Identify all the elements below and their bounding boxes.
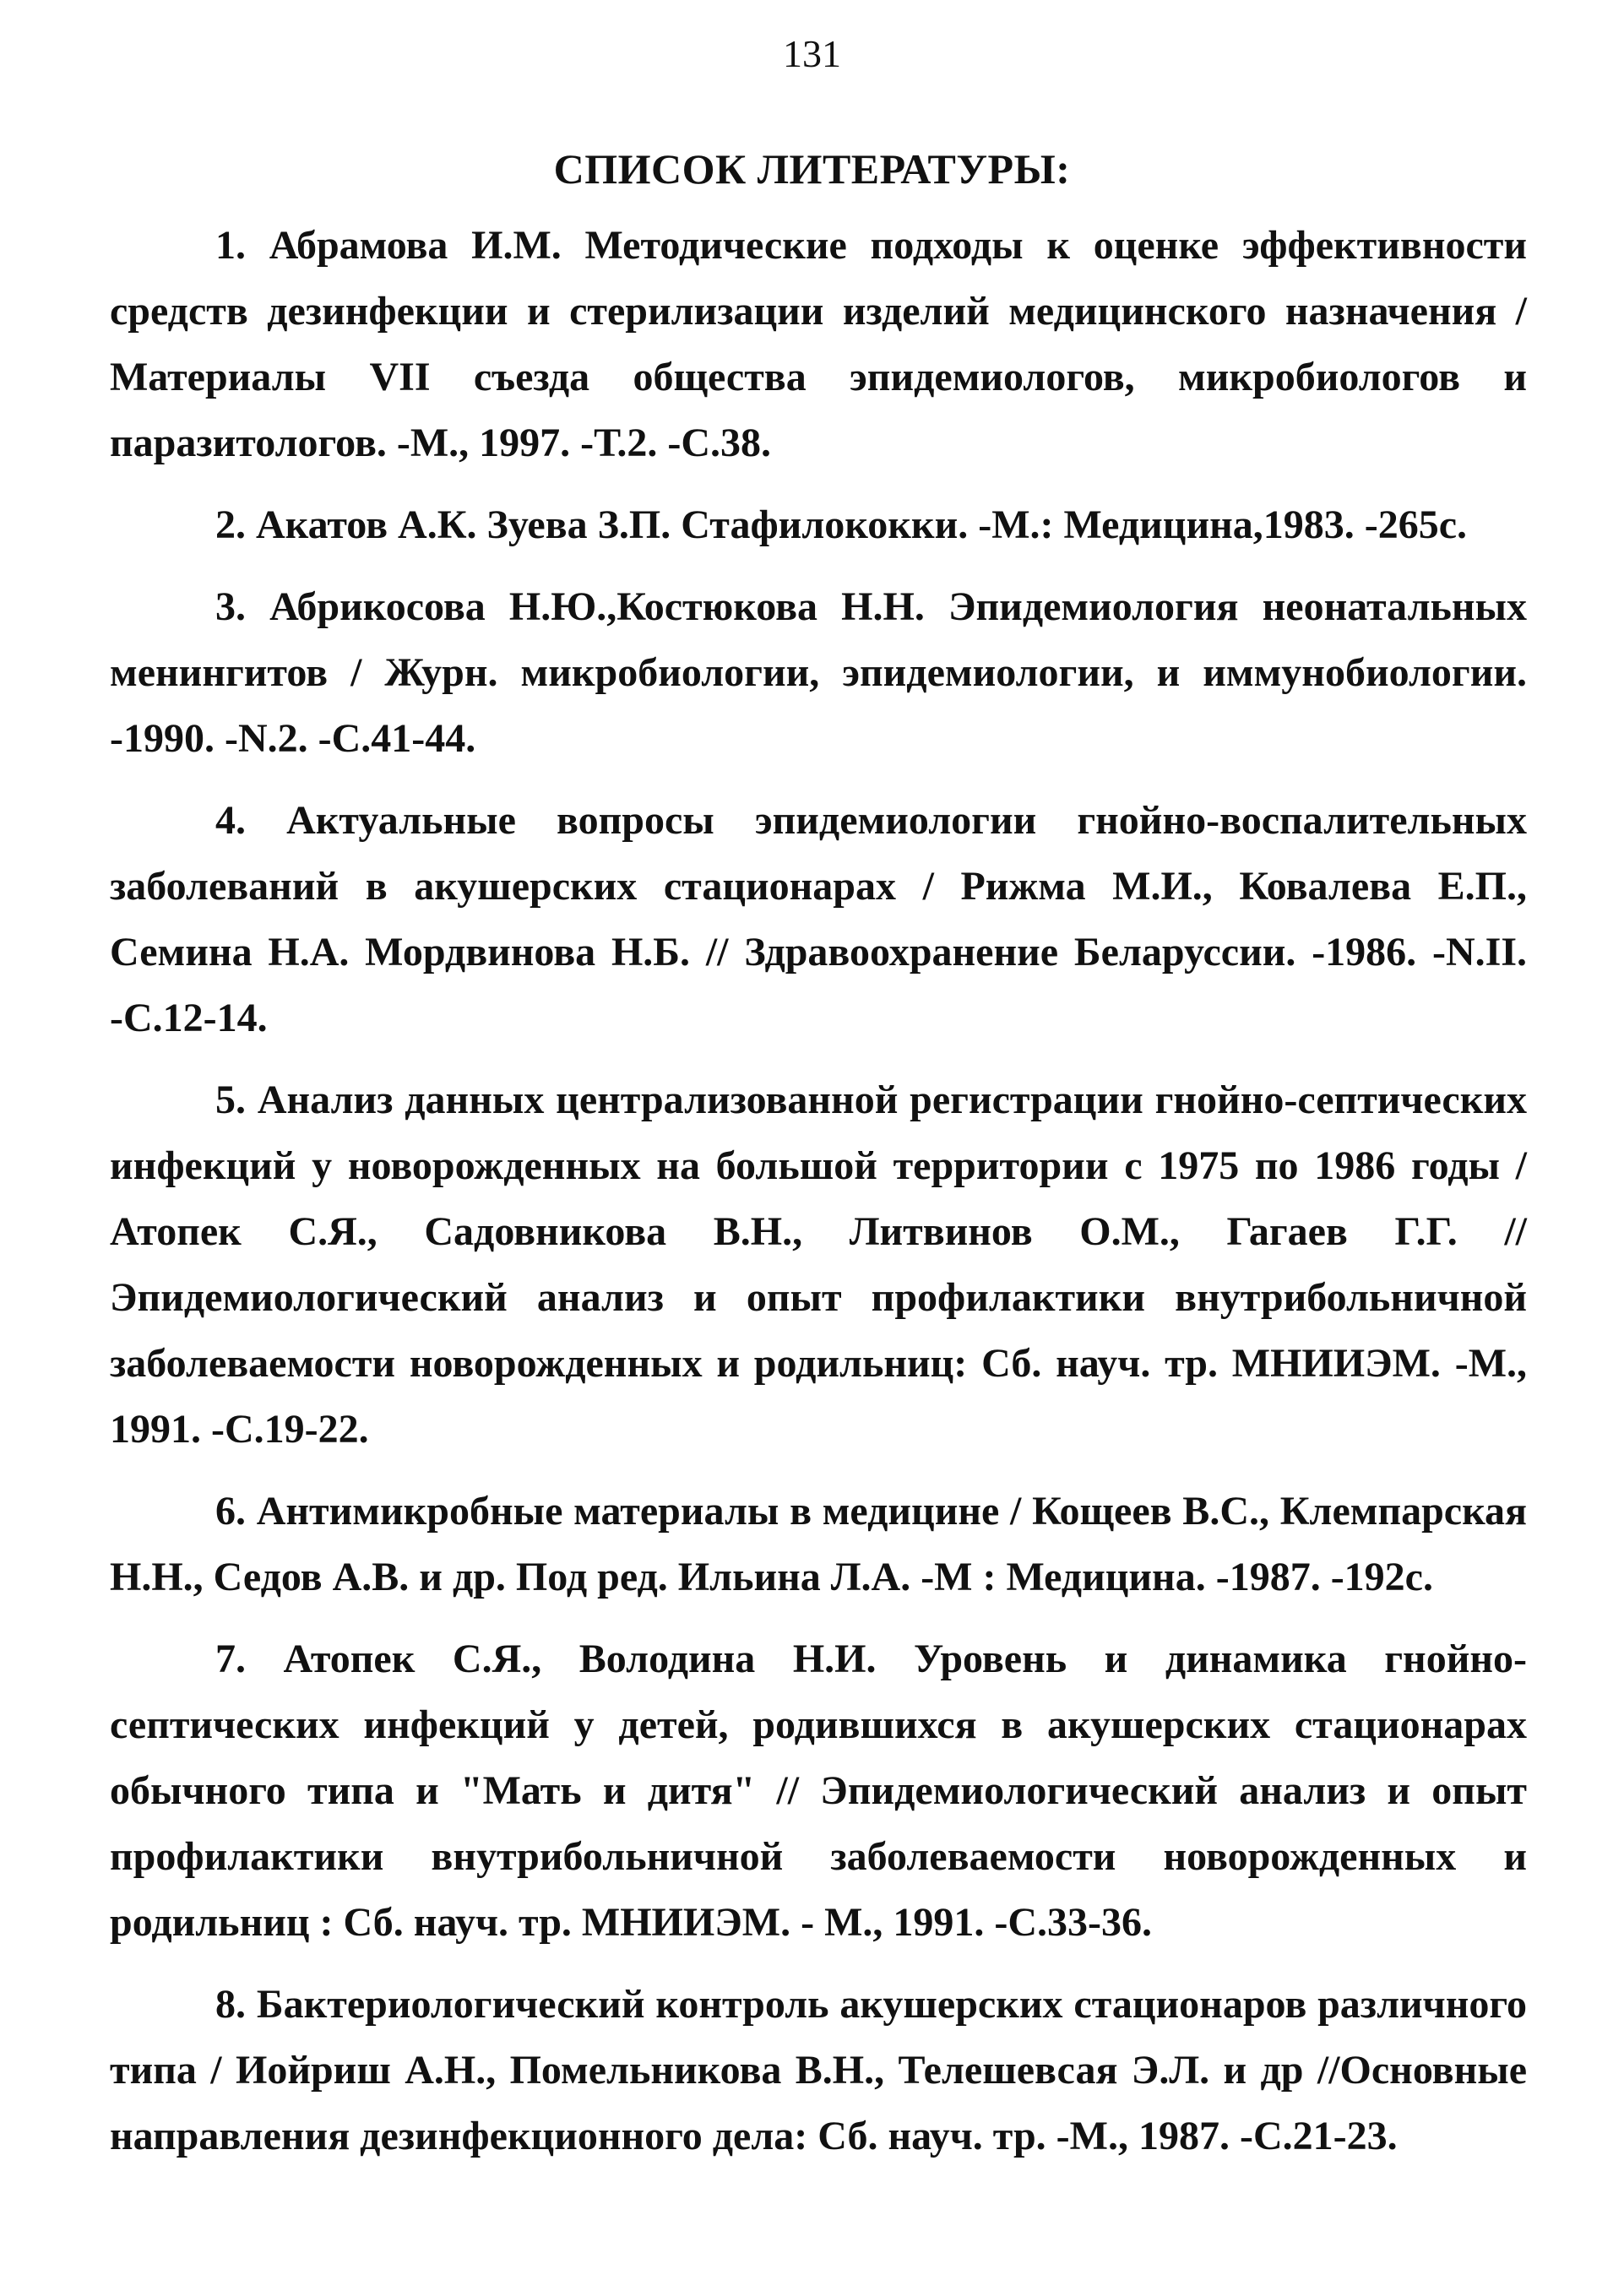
reference-item xyxy=(110,788,1527,1051)
reference-text: Атопек С.Я., Володина Н.И. Уровень и динамика гнойно-септических инфекций у детей, родившихся в акушерских стационарах обычного типа и "Мать и дитя" // Эпидемиологический анализ и опыт профилактики внутрибольничной заболеваемости новорожденных и родильниц : Сб. науч. тр. МНИИЭМ. - М., 1991. -С.33-36. xyxy=(110,1637,1528,1945)
reference-number: 5. xyxy=(215,1078,246,1122)
reference-text: Анализ данных централизованной регистрации гнойно-септических инфекций у новорожденных на большой территории с 1975 по 1986 годы / Атопек С.Я., Садовникова В.Н., Литвинов О.М., Гагаев Г.Г. // Эпидемиологический анализ и опыт профилактики внутрибольничной заболеваемости новорожденных и родильниц: Сб. науч. тр. МНИИЭМ. -М., 1991. -С.19-22. xyxy=(110,1078,1528,1452)
reference-list xyxy=(110,213,1527,2185)
reference-item xyxy=(110,1479,1527,1610)
reference-item xyxy=(110,1626,1527,1956)
reference-number: 8. xyxy=(215,1982,246,2027)
reference-number: 1. xyxy=(215,223,246,268)
reference-text: Абрамова И.М. Методические подходы к оценке эффективности средств дезинфекции и стерилизации изделий медицинского назначения / Материалы VII съезда общества эпидемиологов, микробиологов и паразитологов. -М., 1997. -Т.2. -С.38. xyxy=(110,223,1528,465)
reference-number: 3. xyxy=(215,584,246,629)
page-title: СПИСОК ЛИТЕРАТУРЫ: xyxy=(553,145,1071,193)
reference-text: Акатов А.К. Зуева З.П. Стафилококки. -М.: Медицина,1983. -265с. xyxy=(256,502,1468,547)
reference-item xyxy=(110,1067,1527,1463)
reference-number: 6. xyxy=(215,1489,246,1534)
page-number: 131 xyxy=(783,32,841,75)
reference-number: 7. xyxy=(215,1637,246,1681)
reference-item xyxy=(110,213,1527,476)
reference-item xyxy=(110,574,1527,772)
reference-number: 4. xyxy=(215,798,246,843)
reference-text: Бактериологический контроль акушерских стационаров различного типа / Иойриш А.Н., Помельникова В.Н., Телешевсая Э.Л. и др //Основные направления дезинфекционного дела: Сб. науч. тр. -М., 1987. -С.21-23. xyxy=(110,1982,1527,2158)
reference-item xyxy=(110,1972,1527,2169)
reference-item xyxy=(110,492,1527,558)
reference-text: Абрикосова Н.Ю.,Костюкова Н.Н. Эпидемиология неонатальных менингитов / Журн. микробиологии, эпидемиологии, и иммунобиологии. -1990. -N.2. -С.41-44. xyxy=(110,584,1528,761)
reference-text: Актуальные вопросы эпидемиологии гнойно-воспалительных заболеваний в акушерских стационарах / Рижма М.И., Ковалева Е.П., Семина Н.А. Мордвинова Н.Б. // Здравоохранение Беларуссии. -1986. -N.II. -С.12-14. xyxy=(110,798,1527,1040)
reference-text: Антимикробные материалы в медицине / Кощеев В.С., Клемпарская Н.Н., Седов А.В. и др. Под ред. Ильина Л.А. -М : Медицина. -1987. -192с. xyxy=(110,1489,1528,1599)
reference-number: 2. xyxy=(215,502,246,547)
